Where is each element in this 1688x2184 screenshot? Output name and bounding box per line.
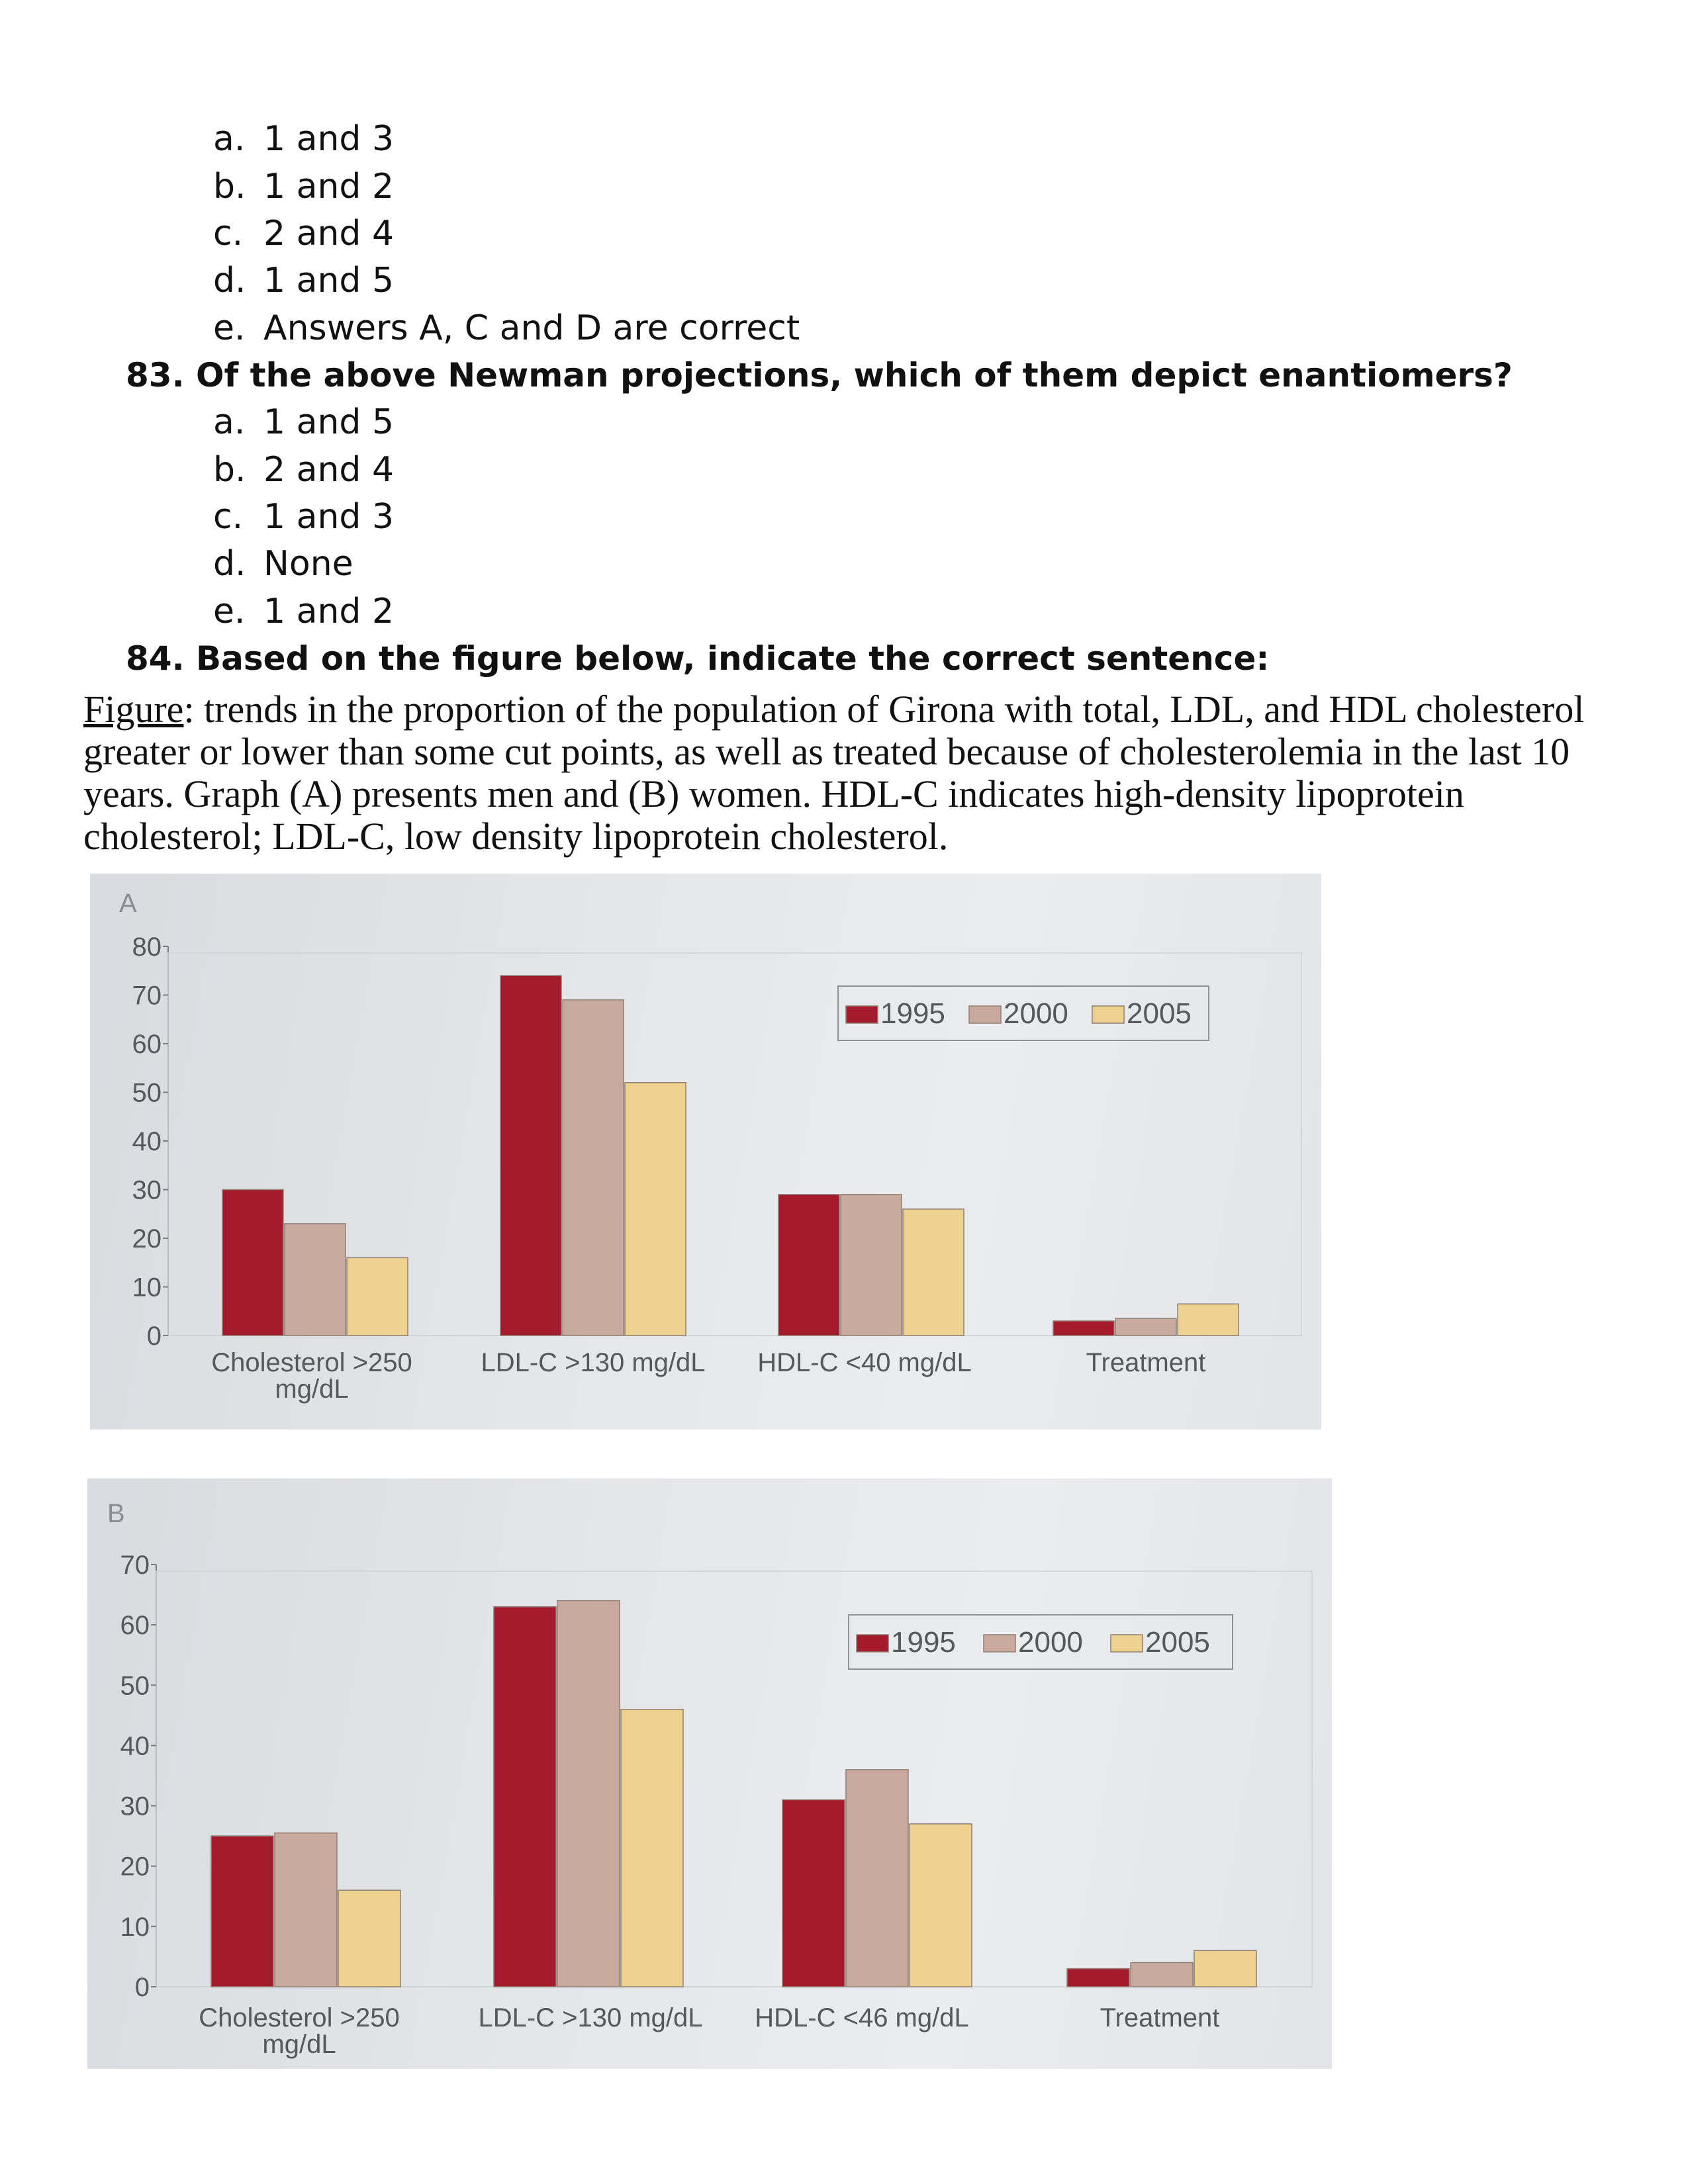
figure-caption [83,688,1606,858]
category-label: LDL-C >130 mg/dL [478,2003,703,2032]
bar-2005-cat3 [910,1824,972,1987]
category-label: Treatment [1086,1348,1206,1377]
y-tick-label: 0 [134,1973,150,2002]
y-tick-label: 20 [132,1224,162,1253]
q82-option-d: d. 1 and 5 [213,261,395,300]
q83-option-b: b. 2 and 4 [213,450,395,490]
bar-1995-cat3 [778,1195,839,1336]
q82-option-c: c. 2 and 4 [213,214,395,253]
legend-swatch-2005 [1092,1006,1124,1023]
q83-option-e: e. 1 and 2 [213,592,395,631]
y-tick-label: 70 [132,981,162,1011]
bar-1995-cat4 [1053,1321,1114,1336]
bar-2005-cat1 [347,1257,408,1336]
chart-b-photo [87,1479,1332,2069]
bar-2005-cat1 [338,1890,400,1987]
legend-swatch-1995 [846,1006,878,1023]
bar-2000-cat1 [275,1833,337,1987]
bar-1995-cat3 [782,1799,845,1987]
chart-b [87,1479,1332,2069]
y-tick-label: 60 [132,1030,162,1059]
y-tick-label: 0 [146,1322,162,1351]
legend-label-1995: 1995 [880,997,945,1030]
bar-2000-cat3 [846,1770,908,1987]
bar-2005-cat4 [1178,1304,1239,1336]
y-tick-label: 30 [132,1175,162,1205]
bar-2005-cat4 [1194,1950,1256,1987]
bar-2000-cat3 [841,1195,902,1336]
y-tick-label: 40 [120,1731,150,1761]
q83-question: 83. Of the above Newman projections, which of them depict enantiomers? [126,356,1513,394]
legend-label-2005: 2005 [1127,997,1192,1030]
bar-1995-cat2 [494,1607,556,1987]
legend-label-2000: 2000 [1004,997,1068,1030]
chart-a-photo [90,874,1321,1430]
bar-2000-cat4 [1131,1963,1193,1987]
q83-option-a: a. 1 and 5 [213,402,395,442]
y-tick-label: 30 [120,1792,150,1821]
category-label: mg/dL [262,2030,336,2059]
category-label: Treatment [1100,2003,1220,2032]
y-tick-label: 50 [120,1671,150,1701]
q83-option-c: c. 1 and 3 [213,497,395,537]
q82-option-b: b. 1 and 2 [213,167,395,206]
category-label: HDL-C <40 mg/dL [757,1348,972,1377]
y-tick-label: 40 [132,1127,162,1156]
legend-label-2005: 2005 [1145,1626,1210,1659]
bar-2005-cat2 [621,1709,683,1987]
bar-1995-cat2 [500,976,561,1336]
category-label: Cholesterol >250 [199,2003,400,2032]
category-label: HDL-C <46 mg/dL [755,2003,969,2032]
bar-2000-cat4 [1115,1318,1176,1336]
category-label: Cholesterol >250 [211,1348,412,1377]
q84-question: 84. Based on the figure below, indicate the correct sentence: [126,639,1270,678]
y-tick-label: 20 [120,1852,150,1882]
panel-letter-a: A [119,889,137,918]
y-tick-label: 10 [120,1912,150,1942]
caption-text: : trends in the proportion of the population of Girona with total, LDL, and HDL cholesterol greater or lower than some cut points, as well as treated because of cholesterolemia in the last 10 years. Graph (A) presents men and (B) women. HDL-C indicates high-density lipoprotein cholesterol; LDL-C, low density lipoprotein cholesterol. [83,688,1585,858]
legend-swatch-2000 [969,1006,1001,1023]
panel-letter-b: B [107,1499,125,1528]
legend-swatch-2005 [1111,1635,1143,1652]
y-tick-label: 70 [120,1551,150,1580]
bar-1995-cat1 [211,1836,273,1987]
category-label: LDL-C >130 mg/dL [481,1348,706,1377]
q82-option-a: a. 1 and 3 [213,119,395,159]
bar-2000-cat2 [563,1000,624,1336]
y-tick-label: 10 [132,1273,162,1302]
legend-label-1995: 1995 [891,1626,956,1659]
legend-label-2000: 2000 [1018,1626,1083,1659]
y-tick-label: 50 [132,1078,162,1108]
bar-2000-cat2 [557,1601,620,1987]
legend-swatch-2000 [984,1635,1015,1652]
category-label: mg/dL [275,1375,349,1404]
bar-1995-cat1 [222,1190,283,1336]
bar-1995-cat4 [1067,1969,1129,1987]
bar-2005-cat2 [625,1083,686,1336]
bar-2005-cat3 [903,1209,964,1336]
q83-option-d: d. None [213,544,353,584]
bar-2000-cat1 [285,1224,346,1336]
y-tick-label: 80 [132,933,162,962]
caption-label: Figure [83,688,184,731]
q82-option-e: e. Answers A, C and D are correct [213,308,800,348]
chart-a [90,874,1321,1430]
legend-swatch-1995 [857,1635,888,1652]
y-tick-label: 60 [120,1611,150,1641]
